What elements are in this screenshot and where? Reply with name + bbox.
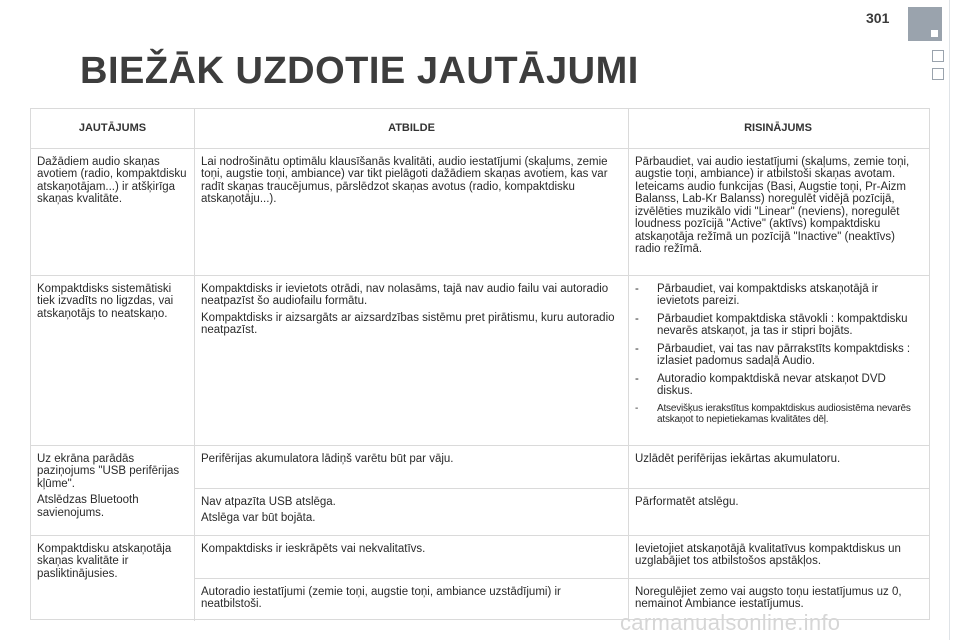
page-title: BIEŽĀK UZDOTIE JAUTĀJUMI <box>80 50 639 92</box>
question-text: Kompaktdisku atskaņotāja skaņas kvalitāte ir pasliktinājusies. <box>37 542 172 580</box>
answer-text: Perifērijas akumulatora lādiņš varētu būt par vāju. <box>201 452 454 465</box>
table-row <box>31 445 929 535</box>
chapter-tab <box>908 7 942 41</box>
answer-text: Nav atpazīta USB atslēga. <box>201 495 336 508</box>
solution-item-text: Pārbaudiet, vai kompaktdisks atskaņotājā ir ievietots pareizi. <box>657 282 879 307</box>
question-cell <box>31 149 194 275</box>
question-cell <box>31 276 194 445</box>
header-answer: ATBILDE <box>194 109 628 148</box>
solution-item-text: Autoradio kompaktdiskā nevar atskaņot DVD diskus. <box>657 372 886 397</box>
solution-text: Ievietojiet atskaņotājā kvalitatīvus kompaktdiskus un uzglabājiet tos atbilstošos apstākļos. <box>635 542 901 567</box>
question-text: Atslēdzas Bluetooth savienojums. <box>37 494 139 519</box>
answer-cell <box>194 446 628 488</box>
answer-text: Autoradio iestatījumi (zemie toņi, augstie toņi, ambiance uzstādījumi) ir neatbilstoši. <box>201 585 561 610</box>
answer-cell <box>194 536 628 578</box>
solution-cell <box>628 536 927 578</box>
solution-item-text: Pārbaudiet, vai tas nav pārrakstīts kompaktdisks : izlasiet padomus sadaļā Audio. <box>657 342 911 367</box>
question-cell <box>31 536 194 619</box>
table-row <box>31 275 929 445</box>
question-cell <box>31 446 194 535</box>
answer-cell <box>194 489 628 535</box>
nav-square-icon <box>932 68 944 80</box>
page-number: 301 <box>866 10 890 26</box>
answer-cell <box>194 149 628 275</box>
solution-item-text: Atsevišķus ierakstītus kompaktdiskus audiosistēma nevarēs atskaņot to nepietiekamas kvalitātes dēļ. <box>657 402 911 425</box>
table-header-row <box>31 108 929 148</box>
answer-solution-group <box>194 536 929 619</box>
tab-marker <box>931 30 938 37</box>
solution-text: Pārformatēt atslēgu. <box>635 495 739 508</box>
solution-cell <box>628 276 927 445</box>
answer-solution-group <box>194 446 929 535</box>
question-text: Uz ekrāna parādās paziņojums "USB perifērijas kļūme". <box>37 452 180 490</box>
margin-divider <box>949 0 950 640</box>
sub-row <box>194 446 929 488</box>
nav-square-icon <box>932 50 944 62</box>
sub-row <box>194 536 929 578</box>
solution-text: Noregulējiet zemo vai augsto toņu iestatījumus uz 0, nemainot Ambiance iestatījumus. <box>635 585 902 610</box>
table-row <box>31 535 929 619</box>
solution-item-text: Pārbaudiet kompaktdiska stāvokli : kompaktdisku nevarēs atskaņot, ja tas ir stipri bojāts. <box>657 312 908 337</box>
solution-list-item: - Autoradio kompaktdiskā nevar atskaņot DVD diskus. <box>635 373 921 398</box>
answer-text: Kompaktdisks ir ievietots otrādi, nav nolasāms, tajā nav audio failu vai autoradio neatpazīst šo audiofailu formātu. <box>201 282 609 307</box>
sub-row <box>194 488 929 535</box>
question-text: Kompaktdisks sistemātiski tiek izvadīts no ligzdas, vai atskaņotājs to neatskaņo. <box>37 282 174 320</box>
question-text: Dažādiem audio skaņas avotiem (radio, kompaktdisku atskaņotājam...) ir atšķirīga skaņas kvalitāte. <box>37 155 187 205</box>
answer-text: Atslēga var būt bojāta. <box>201 512 316 524</box>
answer-text: Kompaktdisks ir aizsargāts ar aizsardzības sistēmu pret pirātismu, kuru autoradio neatpazīst. <box>201 311 615 336</box>
answer-cell <box>194 579 628 621</box>
answer-cell <box>194 276 628 445</box>
solution-cell <box>628 149 927 275</box>
solution-text: Pārbaudiet, vai audio iestatījumi (skaļums, zemie toņi, augstie toņi, ambiance) ir atbilstoši skaņas avotam. Ieteicams audio funkcijas (Basi, Augstie toņi, Pr-Aizm Balanss, Lab-Kr Balanss) noregulēt vidējā pozīcijā, izvēlēties muzikālo vidi "Linear" (neviens), noregulēt loudness pozīcijā "Active" (aktīvs) kompaktdisku atskaņotāja režīmā un pozīcijā "Inactive" (neaktīvs) radio režīmā. <box>635 155 910 255</box>
solution-list-item: - Pārbaudiet kompaktdiska stāvokli : kompaktdisku nevarēs atskaņot, ja tas ir stipri bojāts. <box>635 313 921 338</box>
answer-text: Lai nodrošinātu optimālu klausīšanās kvalitāti, audio iestatījumi (skaļums, zemie toņi, augstie toņi, ambiance) var tikt pielāgoti dažādiem skaņas avotiem, kas var radīt skaņas traucējumus, pārslēdzot skaņas avotus (radio, kompaktdisku atskaņotāju...). <box>201 155 608 205</box>
header-question: JAUTĀJUMS <box>78 122 147 134</box>
table-row <box>31 148 929 275</box>
solution-cell <box>628 446 927 488</box>
faq-table <box>30 108 930 620</box>
solution-list-item: - Pārbaudiet, vai tas nav pārrakstīts kompaktdisks : izlasiet padomus sadaļā Audio. <box>635 343 921 368</box>
watermark: carmanualsonline.info <box>620 610 841 635</box>
solution-list-item: - Pārbaudiet, vai kompaktdisks atskaņotājā ir ievietots pareizi. <box>635 283 921 308</box>
solution-cell <box>628 489 927 535</box>
header-solution: RISINĀJUMS <box>628 109 927 148</box>
solution-text: Uzlādēt perifērijas iekārtas akumulatoru. <box>635 452 841 465</box>
solution-list-item: - Atsevišķus ierakstītus kompaktdiskus audiosistēma nevarēs atskaņot to nepietiekamas kvalitātes dēļ. <box>635 403 921 426</box>
answer-text: Kompaktdisks ir ieskrāpēts vai nekvalitatīvs. <box>201 542 426 555</box>
